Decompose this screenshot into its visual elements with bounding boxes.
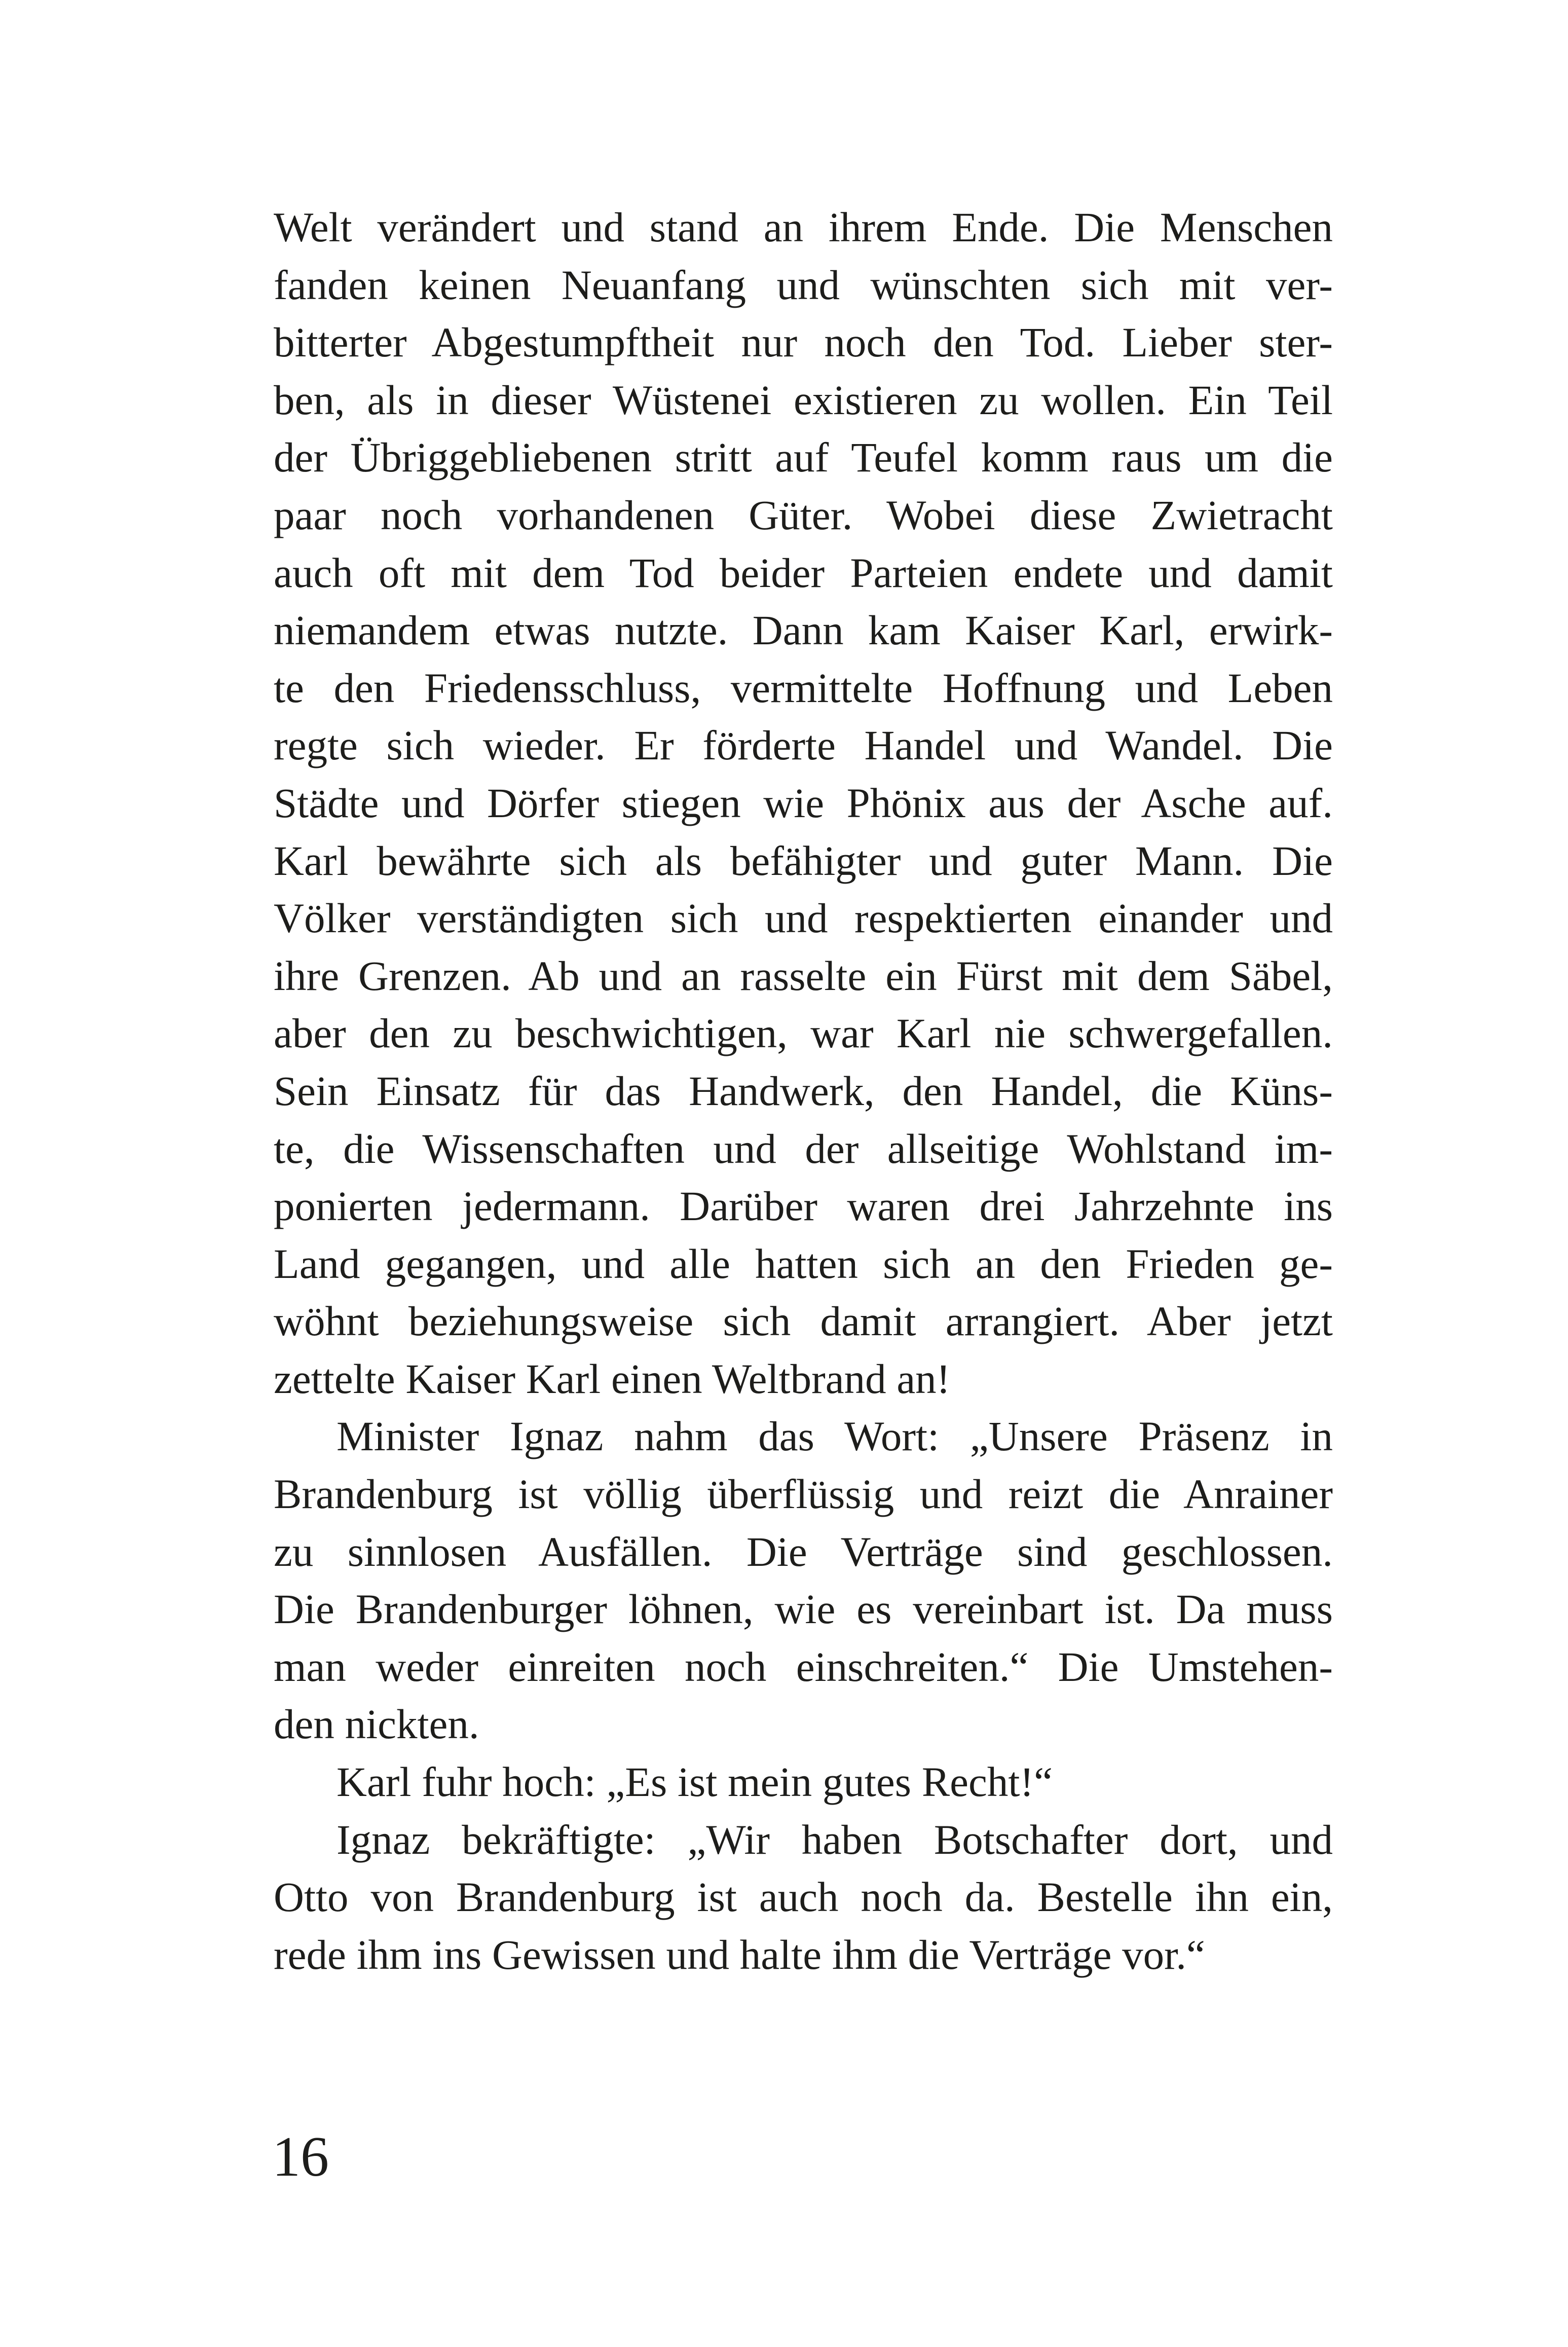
text-line: Völker verständigten sich und respektierten einander und <box>274 895 1333 942</box>
text-line: rede ihm ins Gewissen und halte ihm die Verträge vor.“ <box>274 1931 1205 1978</box>
text-line: bitterter Abgestumpftheit nur noch den Tod. Lieber ster- <box>274 319 1333 366</box>
text-line: Brandenburg ist völlig überflüssig und reizt die Anrainer <box>274 1471 1333 1518</box>
text-line: man weder einreiten noch einschreiten.“ Die Umstehen- <box>274 1643 1333 1690</box>
text-line: zu sinnlosen Ausfällen. Die Verträge sind geschlossen. <box>274 1528 1333 1575</box>
text-line: te, die Wissenschaften und der allseitige Wohlstand im- <box>274 1125 1333 1172</box>
text-line: aber den zu beschwichtigen, war Karl nie schwergefallen. <box>274 1010 1333 1057</box>
text-line: Karl bewährte sich als befähigter und guter Mann. Die <box>274 837 1333 884</box>
text-line: Land gegangen, und alle hatten sich an den Frieden ge- <box>274 1240 1333 1287</box>
text-line: der Übriggebliebenen stritt auf Teufel komm raus um die <box>274 434 1333 481</box>
text-line: den nickten. <box>274 1701 479 1748</box>
text-line: Ignaz bekräftigte: „Wir haben Botschafter dort, und <box>337 1816 1333 1863</box>
page-number: 16 <box>272 2125 329 2188</box>
text-line: niemandem etwas nutzte. Dann kam Kaiser Karl, erwirk- <box>274 607 1333 654</box>
text-line: ponierten jedermann. Darüber waren drei Jahrzehnte ins <box>274 1183 1333 1230</box>
text-line: Sein Einsatz für das Handwerk, den Handel, die Küns- <box>274 1067 1333 1114</box>
text-line: Minister Ignaz nahm das Wort: „Unsere Präsenz in <box>337 1413 1333 1460</box>
text-line: Karl fuhr hoch: „Es ist mein gutes Recht!“ <box>337 1758 1053 1806</box>
text-line: fanden keinen Neuanfang und wünschten sich mit ver- <box>274 261 1333 308</box>
text-line: te den Friedensschluss, vermittelte Hoffnung und Leben <box>274 664 1333 711</box>
text-line: regte sich wieder. Er förderte Handel und Wandel. Die <box>274 722 1333 769</box>
text-line: paar noch vorhandenen Güter. Wobei diese Zwietracht <box>274 491 1333 538</box>
text-line: Otto von Brandenburg ist auch noch da. Bestelle ihn ein, <box>274 1874 1333 1921</box>
text-line: ben, als in dieser Wüstenei existieren zu wollen. Ein Teil <box>274 376 1333 423</box>
text-line: wöhnt beziehungsweise sich damit arrangiert. Aber jetzt <box>274 1298 1333 1345</box>
text-line: zettelte Kaiser Karl einen Weltbrand an! <box>274 1355 951 1402</box>
text-line: ihre Grenzen. Ab und an rasselte ein Fürst mit dem Säbel, <box>274 952 1333 999</box>
text-line: Welt verändert und stand an ihrem Ende. Die Menschen <box>274 204 1333 250</box>
text-line: auch oft mit dem Tod beider Parteien endete und damit <box>274 549 1333 596</box>
text-line: Die Brandenburger löhnen, wie es vereinbart ist. Da muss <box>274 1586 1333 1633</box>
text-line: Städte und Dörfer stiegen wie Phönix aus der Asche auf. <box>274 779 1333 826</box>
body-text <box>274 199 1333 1984</box>
